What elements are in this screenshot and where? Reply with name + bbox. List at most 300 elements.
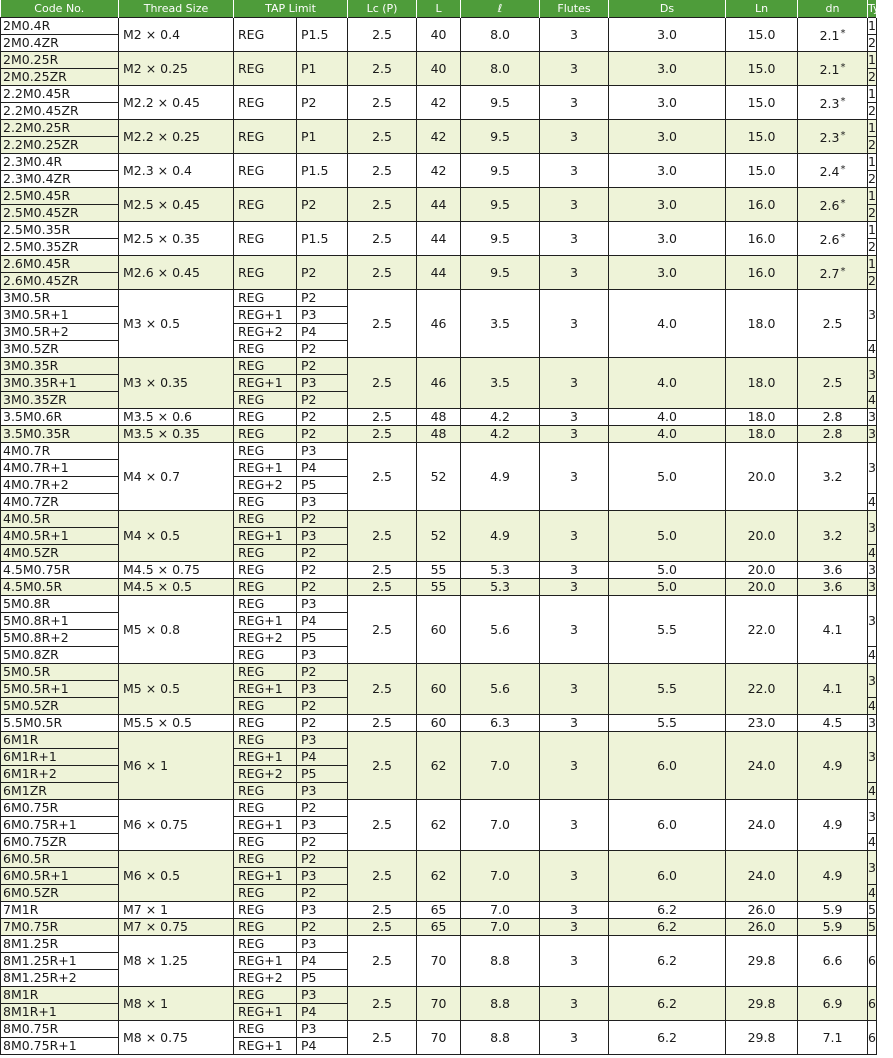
tap-limit-cell: REG (234, 647, 297, 664)
code-cell: 7M1R (1, 902, 119, 919)
pitch-limit-cell: P2 (297, 392, 348, 409)
pitch-limit-cell: P3 (297, 528, 348, 545)
code-cell: 3M0.5R+2 (1, 324, 119, 341)
code-cell: 5M0.8R (1, 596, 119, 613)
code-cell: 3M0.5R+1 (1, 307, 119, 324)
tap-limit-cell: REG (234, 120, 297, 154)
type-cell: 4 (868, 494, 876, 509)
tap-limit-cell: REG (234, 698, 297, 715)
lc-cell: 2.5 (348, 443, 417, 511)
dn-cell (798, 290, 868, 358)
tap-limit-cell: REG (234, 392, 297, 409)
tap-limit-cell: REG (234, 494, 297, 511)
lc-cell: 2.5 (348, 562, 417, 579)
code-cell: 5M0.8R+2 (1, 630, 119, 647)
tap-limit-cell: REG (234, 562, 297, 579)
lc-cell: 2.5 (348, 120, 417, 154)
tap-limit-cell: REG+1 (234, 681, 297, 698)
ln-cell: 29.8 (726, 1021, 798, 1055)
dn-value: 2.3 (819, 95, 840, 111)
type-cell: 2 (868, 273, 876, 288)
tap-limit-cell: REG (234, 290, 297, 307)
table-row (1, 18, 877, 35)
tap-limit-cell: REG+2 (234, 970, 297, 987)
dn-value: 2.6 (819, 231, 840, 247)
ln-cell: 18.0 (726, 426, 798, 443)
thread-size-cell: M4.5 × 0.5 (119, 579, 234, 596)
tap-limit-cell: REG (234, 664, 297, 681)
thread-length-cell: 9.5 (461, 154, 540, 188)
group-3 (1, 120, 877, 154)
code-cell: 3M0.35R+1 (1, 375, 119, 392)
length-cell: 44 (417, 222, 461, 256)
table-row (1, 154, 877, 171)
code-cell: 4M0.7ZR (1, 494, 119, 511)
type-cell: 3 (868, 732, 877, 783)
type-cell: 3 (868, 290, 877, 341)
type-cell: 4 (868, 647, 876, 662)
group-11 (1, 426, 877, 443)
flutes-cell: 3 (540, 409, 609, 426)
thread-length-cell: 7.0 (461, 800, 540, 851)
asterisk-mark: * (840, 265, 846, 277)
flutes-cell: 3 (540, 120, 609, 154)
group-4 (1, 154, 877, 188)
tap-limit-cell: REG (234, 1021, 297, 1038)
pitch-limit-cell: P2 (297, 511, 348, 528)
group-12 (1, 443, 877, 511)
tap-limit-cell: REG+1 (234, 817, 297, 834)
tap-limit-cell: REG+1 (234, 528, 297, 545)
code-cell: 3.5M0.35R (1, 426, 119, 443)
flutes-cell: 3 (540, 52, 609, 86)
code-cell: 2.6M0.45R (1, 256, 119, 273)
tap-limit-cell: REG (234, 18, 297, 52)
tap-limit-cell: REG (234, 256, 297, 290)
dn-value: 2.6 (819, 197, 840, 213)
code-cell: 6M1R+2 (1, 766, 119, 783)
tap-limit-cell: REG (234, 715, 297, 732)
length-cell: 62 (417, 732, 461, 800)
dn-value: 2.8 (822, 409, 843, 424)
code-cell: 6M1R (1, 732, 119, 749)
type-cell: 2 (868, 69, 876, 84)
type-cell: 4 (868, 392, 876, 407)
code-cell: 2.3M0.4R (1, 154, 119, 171)
tap-limit-cell: REG+1 (234, 1004, 297, 1021)
dn-value: 4.5 (822, 715, 843, 730)
thread-length-cell: 5.3 (461, 579, 540, 596)
lc-cell: 2.5 (348, 222, 417, 256)
dn-cell (798, 715, 868, 732)
tap-limit-cell: REG (234, 511, 297, 528)
thread-size-cell: M2.2 × 0.45 (119, 86, 234, 120)
group-14 (1, 562, 877, 579)
ds-cell: 3.0 (609, 86, 726, 120)
group-9 (1, 358, 877, 409)
type-cell: 1 (868, 120, 876, 135)
table-row (1, 732, 877, 749)
ds-cell: 6.0 (609, 851, 726, 902)
ln-cell: 15.0 (726, 154, 798, 188)
group-5 (1, 188, 877, 222)
lc-cell: 2.5 (348, 426, 417, 443)
group-21 (1, 851, 877, 902)
group-13 (1, 511, 877, 562)
code-cell: 5M0.5R (1, 664, 119, 681)
code-cell: 3M0.35ZR (1, 392, 119, 409)
type-cell: 3 (868, 664, 877, 698)
code-cell: 6M0.5R+1 (1, 868, 119, 885)
thread-size-cell: M2 × 0.25 (119, 52, 234, 86)
group-26 (1, 1021, 877, 1055)
ds-cell: 5.0 (609, 443, 726, 511)
table-row (1, 426, 877, 443)
tap-limit-cell: REG (234, 936, 297, 953)
group-17 (1, 664, 877, 715)
pitch-limit-cell: P3 (297, 443, 348, 460)
dn-cell (798, 511, 868, 562)
thread-size-cell: M6 × 1 (119, 732, 234, 800)
ln-cell: 15.0 (726, 18, 798, 52)
ln-cell: 20.0 (726, 511, 798, 562)
lc-cell: 2.5 (348, 732, 417, 800)
flutes-cell: 3 (540, 18, 609, 52)
table-row (1, 562, 877, 579)
code-cell: 5M0.8ZR (1, 647, 119, 664)
pitch-limit-cell: P3 (297, 596, 348, 613)
length-cell: 55 (417, 562, 461, 579)
pitch-limit-cell: P4 (297, 749, 348, 766)
thread-size-cell: M3.5 × 0.35 (119, 426, 234, 443)
dn-value: 6.6 (822, 953, 843, 968)
dn-cell (798, 18, 868, 52)
type-cell: 4 (868, 783, 876, 798)
flutes-cell: 3 (540, 664, 609, 715)
thread-length-cell: 8.8 (461, 987, 540, 1021)
thread-length-cell: 7.0 (461, 732, 540, 800)
flutes-cell: 3 (540, 919, 609, 936)
pitch-limit-cell: P4 (297, 1038, 348, 1055)
length-cell: 62 (417, 800, 461, 851)
code-cell: 7M0.75R (1, 919, 119, 936)
length-cell: 70 (417, 1021, 461, 1055)
ds-cell: 6.0 (609, 800, 726, 851)
table-row (1, 596, 877, 613)
code-cell: 4M0.7R+2 (1, 477, 119, 494)
pitch-limit-cell: P2 (297, 800, 348, 817)
flutes-cell: 3 (540, 800, 609, 851)
length-cell: 40 (417, 52, 461, 86)
flutes-cell: 3 (540, 188, 609, 222)
tap-limit-cell: REG+2 (234, 477, 297, 494)
ln-cell: 18.0 (726, 290, 798, 358)
code-cell: 2M0.25R (1, 52, 119, 69)
pitch-limit-cell: P2 (297, 715, 348, 732)
tap-limit-cell: REG (234, 426, 297, 443)
ds-cell: 6.2 (609, 902, 726, 919)
dn-cell (798, 222, 868, 256)
asterisk-mark: * (840, 197, 846, 209)
ln-cell: 22.0 (726, 596, 798, 664)
flutes-cell: 3 (540, 426, 609, 443)
pitch-limit-cell: P3 (297, 783, 348, 800)
header-row (1, 0, 877, 18)
thread-size-cell: M4.5 × 0.75 (119, 562, 234, 579)
lc-cell: 2.5 (348, 511, 417, 562)
ds-cell: 3.0 (609, 188, 726, 222)
tap-limit-cell: REG+1 (234, 460, 297, 477)
dn-cell (798, 256, 868, 290)
dn-value: 2.3 (819, 129, 840, 145)
dn-value: 3.2 (822, 468, 843, 484)
dn-value: 3.6 (822, 579, 843, 594)
pitch-limit-cell: P2 (297, 562, 348, 579)
thread-length-cell: 4.9 (461, 443, 540, 511)
dn-cell (798, 800, 868, 851)
thread-size-cell: M3 × 0.35 (119, 358, 234, 409)
ln-cell: 16.0 (726, 256, 798, 290)
flutes-cell: 3 (540, 579, 609, 596)
table-row (1, 664, 877, 681)
dn-cell (798, 664, 868, 715)
type-cell: 3 (868, 426, 876, 441)
type-cell: 3 (868, 443, 877, 494)
tap-limit-cell: REG (234, 154, 297, 188)
flutes-cell: 3 (540, 936, 609, 987)
length-cell: 44 (417, 256, 461, 290)
table-row (1, 52, 877, 69)
lc-cell: 2.5 (348, 902, 417, 919)
table-row (1, 1021, 877, 1038)
asterisk-mark: * (840, 231, 846, 243)
ln-cell: 20.0 (726, 562, 798, 579)
thread-size-cell: M2.3 × 0.4 (119, 154, 234, 188)
dn-value: 2.4 (819, 163, 840, 179)
pitch-limit-cell: P4 (297, 613, 348, 630)
dn-cell (798, 358, 868, 409)
group-20 (1, 800, 877, 851)
tap-limit-cell: REG+1 (234, 307, 297, 324)
code-cell: 4.5M0.75R (1, 562, 119, 579)
group-22 (1, 902, 877, 919)
group-7 (1, 256, 877, 290)
lc-cell: 2.5 (348, 800, 417, 851)
code-cell: 6M0.75ZR (1, 834, 119, 851)
type-cell: 1 (868, 222, 876, 237)
dn-value: 4.9 (822, 817, 843, 832)
type-cell: 2 (868, 205, 876, 220)
length-cell: 42 (417, 154, 461, 188)
code-cell: 2.5M0.35ZR (1, 239, 119, 256)
table-row (1, 222, 877, 239)
pitch-limit-cell: P2 (297, 188, 348, 222)
pitch-limit-cell: P3 (297, 936, 348, 953)
type-cell: 6 (868, 1021, 877, 1055)
table-row (1, 987, 877, 1004)
length-cell: 60 (417, 715, 461, 732)
thread-size-cell: M8 × 1 (119, 987, 234, 1021)
pitch-limit-cell: P5 (297, 630, 348, 647)
ds-cell: 3.0 (609, 256, 726, 290)
tap-limit-cell: REG (234, 834, 297, 851)
header-code: Code No. (1, 0, 119, 18)
table-row (1, 715, 877, 732)
thread-length-cell: 5.6 (461, 664, 540, 715)
lc-cell: 2.5 (348, 987, 417, 1021)
code-cell: 2.3M0.4ZR (1, 171, 119, 188)
table-row (1, 256, 877, 273)
table-row (1, 358, 877, 375)
pitch-limit-cell: P2 (297, 290, 348, 307)
flutes-cell: 3 (540, 222, 609, 256)
flutes-cell: 3 (540, 987, 609, 1021)
length-cell: 42 (417, 86, 461, 120)
dn-cell (798, 86, 868, 120)
tap-limit-cell: REG (234, 732, 297, 749)
table-row (1, 919, 877, 936)
flutes-cell: 3 (540, 732, 609, 800)
ln-cell: 24.0 (726, 800, 798, 851)
type-cell: 4 (868, 545, 876, 560)
pitch-limit-cell: P2 (297, 851, 348, 868)
ds-cell: 5.5 (609, 596, 726, 664)
header-tap-limit: TAP Limit (234, 0, 348, 18)
type-cell: 3 (868, 409, 876, 424)
code-cell: 5M0.5R+1 (1, 681, 119, 698)
ln-cell: 15.0 (726, 120, 798, 154)
type-cell: 5 (868, 919, 876, 934)
code-cell: 6M1ZR (1, 783, 119, 800)
ln-cell: 24.0 (726, 732, 798, 800)
type-cell: 4 (868, 698, 876, 713)
pitch-limit-cell: P4 (297, 460, 348, 477)
dn-value: 4.1 (822, 681, 843, 696)
length-cell: 62 (417, 851, 461, 902)
tap-limit-cell: REG+1 (234, 749, 297, 766)
length-cell: 60 (417, 596, 461, 664)
type-cell: 3 (868, 715, 876, 730)
ds-cell: 5.0 (609, 562, 726, 579)
ds-cell: 4.0 (609, 426, 726, 443)
lc-cell: 2.5 (348, 919, 417, 936)
code-cell: 8M1.25R (1, 936, 119, 953)
dn-cell (798, 562, 868, 579)
thread-size-cell: M2.6 × 0.45 (119, 256, 234, 290)
length-cell: 46 (417, 290, 461, 358)
header-ds: Ds (609, 0, 726, 18)
ds-cell: 6.2 (609, 936, 726, 987)
header-l: L (417, 0, 461, 18)
pitch-limit-cell: P1.5 (297, 222, 348, 256)
flutes-cell: 3 (540, 443, 609, 511)
tap-limit-cell: REG (234, 579, 297, 596)
type-cell: 1 (868, 154, 876, 169)
code-cell: 2M0.25ZR (1, 69, 119, 86)
length-cell: 70 (417, 987, 461, 1021)
pitch-limit-cell: P3 (297, 817, 348, 834)
tap-limit-cell: REG+2 (234, 324, 297, 341)
thread-length-cell: 5.6 (461, 596, 540, 664)
lc-cell: 2.5 (348, 52, 417, 86)
thread-size-cell: M5 × 0.5 (119, 664, 234, 715)
dn-cell (798, 936, 868, 987)
dn-cell (798, 52, 868, 86)
thread-size-cell: M4 × 0.7 (119, 443, 234, 511)
flutes-cell: 3 (540, 290, 609, 358)
type-cell: 2 (868, 137, 876, 152)
thread-length-cell: 9.5 (461, 120, 540, 154)
lc-cell: 2.5 (348, 86, 417, 120)
pitch-limit-cell: P1.5 (297, 18, 348, 52)
code-cell: 2.2M0.25ZR (1, 137, 119, 154)
thread-size-cell: M5.5 × 0.5 (119, 715, 234, 732)
tap-limit-cell: REG (234, 987, 297, 1004)
thread-size-cell: M6 × 0.75 (119, 800, 234, 851)
dn-value: 3.2 (822, 528, 843, 543)
dn-value: 2.8 (822, 426, 843, 441)
code-cell: 6M0.5R (1, 851, 119, 868)
type-cell: 3 (868, 800, 877, 834)
pitch-limit-cell: P5 (297, 766, 348, 783)
flutes-cell: 3 (540, 562, 609, 579)
lc-cell: 2.5 (348, 715, 417, 732)
ln-cell: 24.0 (726, 851, 798, 902)
ds-cell: 5.0 (609, 511, 726, 562)
ln-cell: 26.0 (726, 919, 798, 936)
code-cell: 8M0.75R+1 (1, 1038, 119, 1055)
group-18 (1, 715, 877, 732)
dn-value: 5.9 (822, 902, 843, 917)
type-cell: 6 (868, 987, 877, 1021)
tap-limit-cell: REG+1 (234, 375, 297, 392)
ln-cell: 18.0 (726, 358, 798, 409)
tap-limit-cell: REG (234, 783, 297, 800)
code-cell: 8M1R (1, 987, 119, 1004)
ln-cell: 15.0 (726, 86, 798, 120)
header-thread-size: Thread Size (119, 0, 234, 18)
flutes-cell: 3 (540, 511, 609, 562)
thread-length-cell: 3.5 (461, 358, 540, 409)
pitch-limit-cell: P2 (297, 86, 348, 120)
thread-length-cell: 8.8 (461, 936, 540, 987)
thread-length-cell: 3.5 (461, 290, 540, 358)
tap-limit-cell: REG (234, 443, 297, 460)
ds-cell: 3.0 (609, 154, 726, 188)
dn-cell (798, 1021, 868, 1055)
table-row (1, 851, 877, 868)
ds-cell: 5.5 (609, 715, 726, 732)
code-cell: 4M0.5ZR (1, 545, 119, 562)
tap-limit-cell: REG+1 (234, 953, 297, 970)
dn-value: 5.9 (822, 919, 843, 934)
asterisk-mark: * (840, 95, 846, 107)
pitch-limit-cell: P3 (297, 987, 348, 1004)
length-cell: 42 (417, 120, 461, 154)
length-cell: 60 (417, 664, 461, 715)
length-cell: 44 (417, 188, 461, 222)
type-cell: 2 (868, 171, 876, 186)
code-cell: 3M0.5R (1, 290, 119, 307)
dn-value: 2.7 (819, 265, 840, 281)
table-row (1, 86, 877, 103)
type-cell: 3 (868, 511, 877, 545)
type-cell: 1 (868, 86, 876, 101)
group-10 (1, 409, 877, 426)
asterisk-mark: * (840, 129, 846, 141)
code-cell: 6M0.75R+1 (1, 817, 119, 834)
tap-limit-cell: REG (234, 341, 297, 358)
